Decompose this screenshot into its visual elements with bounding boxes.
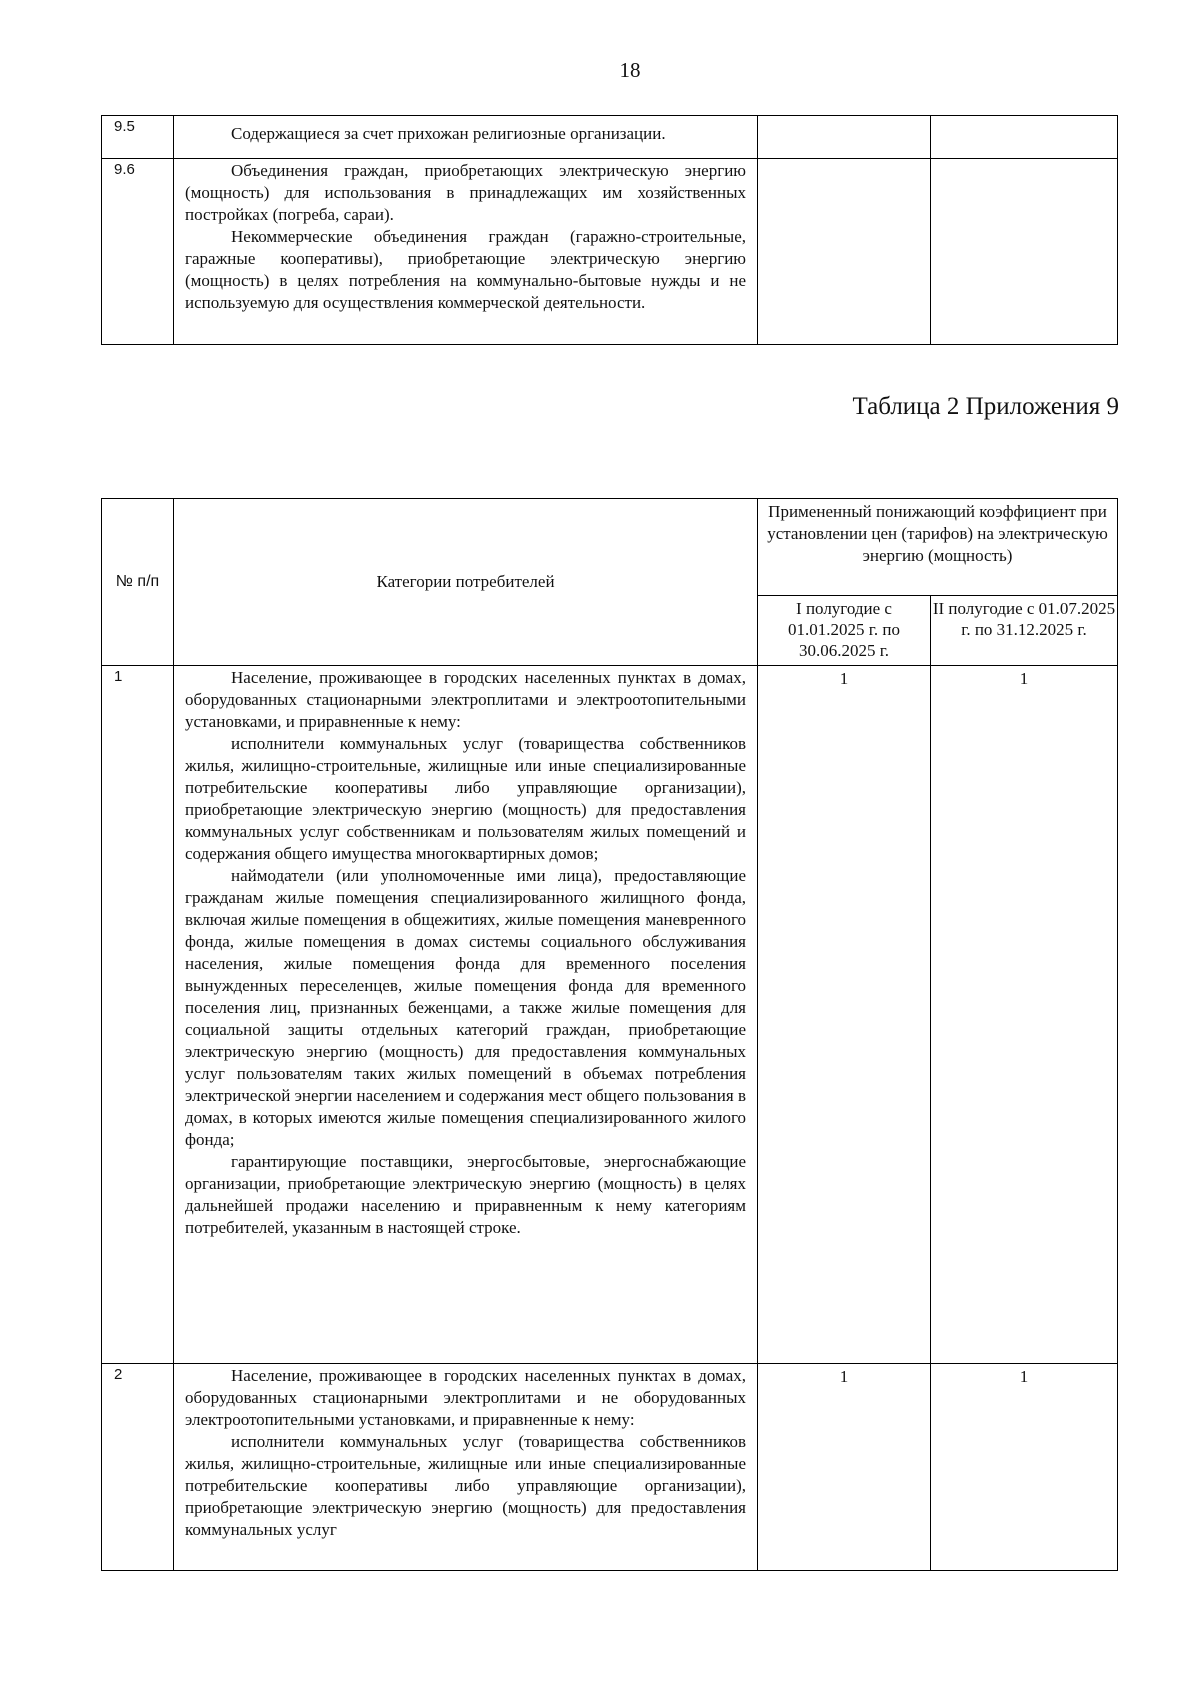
period1-value-cell [758, 159, 931, 345]
header-number: № п/п [102, 499, 174, 666]
row-number: 9.5 [114, 118, 135, 135]
row-number-cell [102, 666, 174, 1364]
category-text: Некоммерческие объединения граждан (гаражно-строительные, гаражные кооперативы), приобретающие электрическую энергию (мощность) в целях потребления на коммунально-бытовые нужды и не используемую для осуществления коммерческой деятельности. [185, 227, 746, 312]
row-number-cell [102, 1364, 174, 1571]
period1-value-cell [758, 666, 931, 1364]
category-cell [174, 1364, 758, 1571]
table-row [102, 159, 1118, 345]
row-number: 9.6 [114, 161, 135, 178]
period2-value-cell [931, 1364, 1118, 1571]
category-text: гарантирующие поставщики, энергосбытовые, энергоснабжающие организации, приобретающие электрическую энергию (мощность) в целях дальнейшей продажи населению и приравненным к нему категориям потребителей, указанным в настоящей строке. [185, 1152, 746, 1237]
row-number-cell [102, 159, 174, 345]
page-number: 18 [619, 58, 641, 82]
table-row [102, 116, 1118, 159]
header-categories: Категории потребителей [174, 499, 758, 666]
category-cell [174, 666, 758, 1364]
table-row [102, 1364, 1118, 1571]
header-period2: II полугодие с 01.07.2025 г. по 31.12.2025 г. [931, 596, 1118, 666]
header-period1: I полугодие с 01.01.2025 г. по 30.06.2025 г. [758, 596, 931, 666]
category-text: Население, проживающее в городских населенных пунктах в домах, оборудованных стационарными электроплитами и не оборудованных электроотопительными установками, и приравненные к нему: [185, 1366, 746, 1429]
period2-value-cell [931, 159, 1118, 345]
period2-value [931, 159, 1117, 162]
coefficient-table [101, 498, 1118, 1571]
header-coefficient: Примененный понижающий коэффициент при установлении цен (тарифов) на электрическую энергию (мощность) [758, 499, 1118, 596]
period2-value-cell [931, 666, 1118, 1364]
period1-value-cell [758, 1364, 931, 1571]
category-cell [174, 116, 758, 159]
category-text: наймодатели (или уполномоченные ими лица), предоставляющие гражданам жилые помещения специализированного жилищного фонда, включая жилые помещения в общежитиях, жилые помещения маневренного фонда, жилые помещения в домах системы социального обслуживания населения, жилые помещения фонда для временного поселения вынужденных переселенцев, жилые помещения фонда для временного поселения лиц, признанных беженцами, а также жилые помещения для социальной защиты отдельных категорий граждан, приобретающие электрическую энергию (мощность) для предоставления коммунальных услуг пользователям таких жилых помещений в объемах потребления электрической энергии населением и содержания мест общего пользования в домах, в которых имеются жилые помещения специализированного жилого фонда; [185, 866, 746, 1149]
period1-value: 1 [839, 669, 849, 688]
period2-value: 1 [1019, 669, 1029, 688]
row-number: 2 [114, 1366, 123, 1383]
period1-value: 1 [839, 1367, 849, 1386]
period1-value [758, 159, 930, 162]
row-number-cell [102, 116, 174, 159]
table-row [102, 666, 1118, 1364]
table-title: Таблица 2 Приложения 9 [852, 393, 1119, 420]
period2-value-cell [931, 116, 1118, 159]
category-cell [174, 159, 758, 345]
continuation-table [101, 115, 1118, 345]
category-text: Население, проживающее в городских населенных пунктах в домах, оборудованных стационарными электроплитами и электроотопительными установками, и приравненные к нему: [185, 668, 746, 731]
period1-value [758, 116, 930, 119]
row-number: 1 [114, 668, 123, 685]
period2-value: 1 [1019, 1367, 1029, 1386]
period2-value [931, 116, 1117, 119]
header-row [102, 499, 1118, 596]
category-text: Объединения граждан, приобретающих электрическую энергию (мощность) для использования в принадлежащих им хозяйственных постройках (погреба, сараи). [185, 161, 746, 224]
period1-value-cell [758, 116, 931, 159]
category-text: исполнители коммунальных услуг (товарищества собственников жилья, жилищно-строительные, жилищные или иные специализированные потребительские кооперативы либо управляющие организации), приобретающие электрическую энергию (мощность) для предоставления коммунальных услуг собственникам и пользователям жилых помещений и содержания общего имущества многоквартирных домов; [185, 734, 746, 863]
category-text: Содержащиеся за счет прихожан религиозные организации. [231, 124, 666, 143]
category-text: исполнители коммунальных услуг (товарищества собственников жилья, жилищно-строительные, жилищные или иные специализированные потребительские кооперативы либо управляющие организации), приобретающие электрическую энергию (мощность) для предоставления коммунальных услуг [185, 1432, 746, 1539]
